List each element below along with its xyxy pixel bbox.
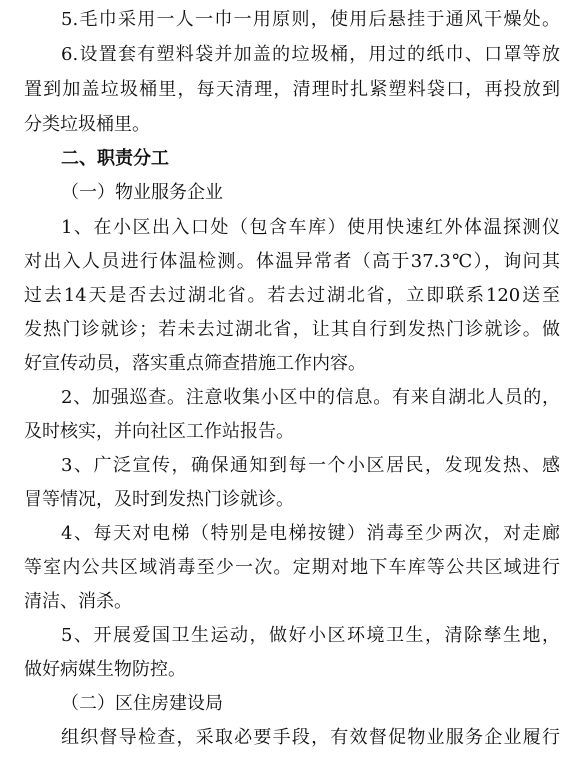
body-text-line: 分类垃圾桶里。 (24, 114, 150, 135)
body-text-line: 对出入人员进行体温检测。体温异常者（高于37.3℃），询问其 (24, 251, 560, 272)
body-text-line: 置到加盖垃圾桶里，每天清理，清理时扎紧塑料袋口，再投放到 (24, 79, 560, 100)
body-text-line: 1、在小区出入口处（包含车库）使用快速红外体温探测仪 (61, 217, 560, 238)
body-text-line: 发热门诊就诊；若未去过湖北省，让其自行到发热门诊就诊。做 (24, 319, 560, 340)
subsection-heading: （二）区住房建设局 (61, 693, 223, 714)
body-text-line: 5、开展爱国卫生运动，做好小区环境卫生，清除孳生地， (61, 625, 560, 646)
body-text-line: 及时核实，并向社区工作站报告。 (24, 421, 294, 442)
body-text-line: 4、每天对电梯（特别是电梯按键）消毒至少两次，对走廊 (61, 523, 560, 544)
body-text-line: 冒等情况，及时到发热门诊就诊。 (24, 489, 294, 510)
body-text-line: 过去14天是否去过湖北省。若去过湖北省，立即联系120送至 (24, 285, 560, 306)
body-text-line: 好宣传动员，落实重点筛查措施工作内容。 (24, 353, 366, 374)
body-text-line: 做好病媒生物防控。 (24, 659, 186, 680)
body-text-line: 5.毛巾采用一人一巾一用原则，使用后悬挂于通风干燥处。 (61, 9, 560, 30)
body-text-line: 清洁、消杀。 (24, 591, 132, 612)
body-text-line: 2、加强巡查。注意收集小区中的信息。有来自湖北人员的， (61, 387, 560, 408)
body-text-line: 等室内公共区域消毒至少一次。定期对地下车库等公共区域进行 (24, 557, 560, 578)
subsection-heading: （一）物业服务企业 (61, 182, 223, 203)
body-text-line: 6.设置套有塑料袋并加盖的垃圾桶，用过的纸巾、口罩等放 (61, 44, 560, 65)
body-text-line: 3、广泛宣传，确保通知到每一个小区居民，发现发热、感 (61, 455, 560, 476)
body-text-line: 组织督导检查，采取必要手段，有效督促物业服务企业履行 (61, 727, 560, 748)
section-heading: 二、职责分工 (61, 148, 169, 169)
